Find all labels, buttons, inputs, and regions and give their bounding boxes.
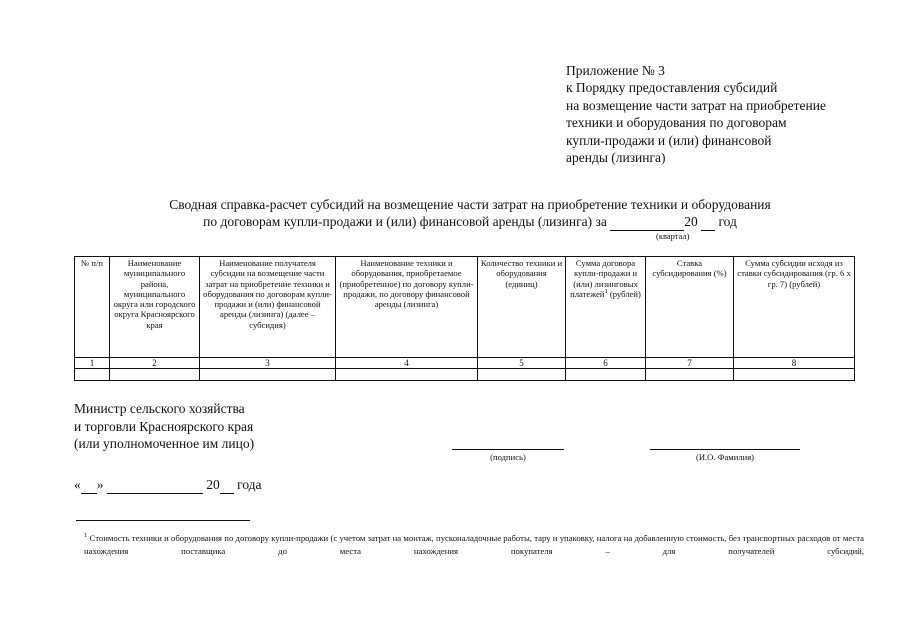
signatory-line: Министр сельского хозяйства: [74, 401, 245, 416]
table-row: [75, 369, 855, 381]
table-header-row: [75, 257, 855, 358]
year-blank: [701, 213, 715, 231]
footnote-marker: 1: [84, 532, 88, 540]
table-cell: [734, 369, 855, 381]
contract-sum-units: (рублей): [609, 288, 641, 299]
header-cell-equipment: Наименование техники и оборудования, приобретаемое (приобретенное) по договору купли-продажи, по договору финансовой аренды (лизинга): [336, 257, 478, 358]
header-cell-subsidy-sum: Сумма субсидии исходя из ставки субсидирования (гр. 6 х гр. 7) (рублей): [734, 257, 855, 358]
title-year-suffix: год: [718, 214, 737, 229]
signatory-block: [74, 400, 254, 453]
title-line-1: Сводная справка-расчет субсидий на возмещение части затрат на приобретение техники и оборудования: [169, 197, 771, 212]
footnote-text: Стоимость техники и оборудования по договору купли-продажи (с учетом затрат на монтаж, пусконаладочные работы, тару и упаковку, налога на добавленную стоимость, без транспортных расходов от места нахождения поставщика до места нахождения покупателя – для получателей субсидий,: [84, 533, 865, 556]
header-cell-recipient: Наименование получателя субсидии на возмещение части затрат на приобретение техники и оборудования по договорам купли-продажи и (или) финансовой аренды (лизинга) (далее – субсидия): [200, 257, 336, 358]
appendix-line: к Порядку предоставления субсидий: [566, 80, 778, 96]
date-year-suffix: года: [237, 477, 262, 492]
date-year-prefix: 20: [206, 477, 220, 492]
column-number: 2: [110, 358, 200, 369]
column-number: 8: [734, 358, 855, 369]
period-hint: (квартал): [656, 231, 690, 241]
month-blank: [107, 477, 203, 494]
table-cell: [478, 369, 566, 381]
table-cell: [75, 369, 110, 381]
title-line-2-text: по договорам купли-продажи и (или) финансовой аренды (лизинга) за: [203, 214, 607, 229]
appendix-header: [566, 62, 826, 166]
footnote-ref: 1: [604, 288, 608, 296]
table-cell: [566, 369, 646, 381]
header-cell-rate: Ставка субсидирования (%): [646, 257, 734, 358]
appendix-line: аренды (лизинга): [566, 150, 666, 166]
header-cell-contract-sum: [566, 257, 646, 358]
header-cell-quantity: Количество техники и оборудования (единиц): [478, 257, 566, 358]
title-line-2: [60, 213, 880, 231]
signature-label: (подпись): [490, 452, 526, 462]
name-field: [650, 449, 800, 462]
table-cell: [110, 369, 200, 381]
day-blank: [81, 477, 97, 494]
document-title: [60, 196, 880, 231]
column-number: 1: [75, 358, 110, 369]
date-close-quote: »: [96, 477, 104, 492]
footnote: [84, 532, 864, 558]
date-line: [74, 477, 262, 494]
subsidy-table: [74, 256, 855, 381]
footnote-divider: [76, 520, 250, 521]
header-cell-district: Наименование муниципального района, муниципального округа или городского округа Красноярского края: [110, 257, 200, 358]
table-cell: [646, 369, 734, 381]
title-year-prefix: 20: [684, 214, 698, 229]
column-number: 7: [646, 358, 734, 369]
name-label: (И.О. Фамилия): [695, 452, 755, 462]
column-number: 5: [478, 358, 566, 369]
date-year-blank: [220, 477, 234, 494]
appendix-line: техники и оборудования по договорам: [566, 115, 787, 131]
table-cell: [336, 369, 478, 381]
table-cell: [200, 369, 336, 381]
header-cell-number: № п/п: [75, 257, 110, 358]
appendix-line: Приложение № 3: [566, 63, 665, 78]
signature-field: [452, 449, 564, 462]
period-blank: [610, 213, 684, 231]
appendix-line: купли-продажи и (или) финансовой: [566, 132, 772, 148]
date-open-quote: «: [74, 477, 81, 492]
column-number: 6: [566, 358, 646, 369]
contract-sum-label: Сумма договора купли-продажи и (или) лизинговых платежей: [570, 258, 638, 299]
column-number: 4: [336, 358, 478, 369]
column-number: 3: [200, 358, 336, 369]
appendix-line: на возмещение части затрат на приобретение: [566, 97, 826, 113]
table-number-row: [75, 358, 855, 369]
signatory-line: (или уполномоченное им лицо): [74, 436, 255, 451]
signatory-line: и торговли Красноярского края: [74, 418, 254, 434]
